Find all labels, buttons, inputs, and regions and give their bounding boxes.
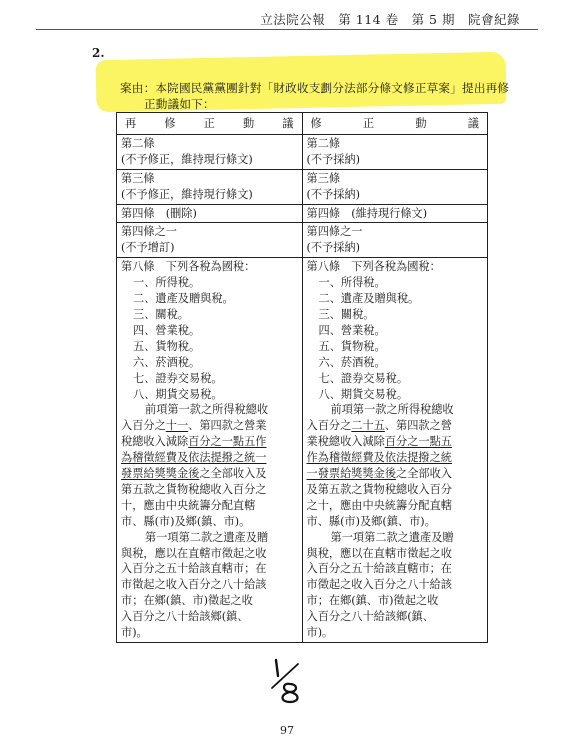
text-run: 之全部收入 (396, 467, 452, 481)
paragraph-line: 市；在鄉(鎮、市)徵起之收 (121, 594, 253, 608)
underlined-text: 一發票給獎獎金後 (306, 467, 397, 481)
header-divider (36, 29, 538, 30)
text-run: 之全部收入及 (199, 467, 267, 481)
list-item: 三、關稅。 (318, 307, 375, 321)
table-row (117, 169, 488, 204)
paragraph-line: 市徵起之收入百分之八十給該 (121, 578, 267, 592)
table-row (117, 204, 488, 223)
paragraph-line: 十，應由中央統籌分配直轄 (121, 498, 256, 512)
paragraph-line (307, 434, 485, 450)
paragraph-line (307, 418, 485, 434)
paragraph-line: 入百分之五十給該直轄市；在 (306, 562, 452, 576)
table-row (117, 223, 488, 258)
motion-statement (120, 80, 510, 112)
paragraph-line: 及第五款之貨物稅總收入百分 (306, 482, 452, 496)
list-item: 八、期貨交易稅。 (133, 387, 223, 401)
article-note: (不予修正，維持現行條文) (121, 152, 253, 166)
motion-line-2: 正動議如下： (144, 97, 215, 111)
paragraph-line: 市、縣(市)及鄉(鎮、市)。 (306, 514, 436, 528)
paragraph-line (121, 418, 299, 434)
paragraph-line: 與稅，應以在直轄市徵起之收 (306, 546, 452, 560)
underlined-text: 百分之一點五 (384, 435, 452, 449)
article-title: 第四條之一 (121, 225, 177, 239)
paragraph-line: 入百分之五十給該直轄市；在 (121, 562, 267, 576)
table-row (117, 134, 488, 169)
column-header-motion: 修正動議 (302, 113, 488, 135)
paragraph-line: 入百分之八十給該鄉(鎮、 (121, 610, 249, 624)
underlined-text: 為稽徵經費及依法提撥之統一 (121, 451, 267, 465)
article-note: (不予採納) (306, 241, 360, 255)
underlined-text: 十一 (165, 419, 189, 433)
text-run: 、第四款之營 (384, 419, 452, 433)
list-item: 四、營業稅。 (133, 323, 201, 337)
list-item: 三、關稅。 (133, 307, 189, 321)
underlined-text: 作為稽徵經費及依法提撥之統 (306, 451, 452, 465)
cell-remotion (117, 134, 303, 169)
text-run: 稅總收入減除 (121, 435, 189, 449)
article-note: (不予採納) (306, 152, 360, 166)
paragraph-line: 市徵起之收入百分之八十給該 (306, 578, 452, 592)
article-title: 第四條 (刪除) (121, 206, 197, 220)
article-title: 第八條 下列各稅為國稅： (306, 260, 441, 274)
paragraph-line: 之十，應由中央統籌分配直轄 (306, 498, 452, 512)
paragraph-line: 前項第一款之所得稅總收 (145, 403, 269, 417)
cell-motion (302, 223, 488, 258)
item-number: 2. (92, 46, 105, 60)
underlined-text: 發票給獎獎金後 (121, 467, 200, 481)
paragraph-line: 前項第一款之所得稅總收 (330, 403, 454, 417)
underlined-text: 百分之一點五作 (188, 435, 267, 449)
page-number: 97 (280, 724, 294, 737)
paragraph-line (307, 450, 485, 466)
paragraph-line (121, 466, 299, 482)
list-item: 一、所得稅。 (133, 276, 201, 290)
list-item: 二、遺產及贈與稅。 (318, 292, 420, 306)
cell-motion (302, 204, 488, 223)
cell-motion (302, 258, 488, 643)
list-item: 四、營業稅。 (318, 323, 386, 337)
paragraph-line: 市)。 (306, 626, 334, 640)
article-title: 第二條 (121, 136, 155, 150)
column-header-remotion: 再修正動議 (117, 113, 303, 135)
article-note: (不予增訂) (121, 241, 175, 255)
paragraph-line: 市、縣(市)及鄉(鎮、市)。 (121, 514, 251, 528)
list-item: 五、貨物稅。 (133, 339, 201, 353)
motion-line-1: 案由：本院國民黨黨團針對「財政收支劃分法部分條文修正草案」提出再修 (120, 81, 510, 95)
text-run: 入百分之 (121, 419, 166, 433)
cell-motion (302, 134, 488, 169)
article-title: 第八條 下列各稅為國稅： (121, 260, 256, 274)
cell-remotion (117, 169, 303, 204)
paragraph-line: 入百分之八十給該鄉(鎮、 (306, 610, 434, 624)
paragraph-line: 與稅，應以在直轄市徵起之收 (121, 546, 267, 560)
article-title: 第三條 (306, 171, 341, 185)
article-title: 第四條 (維持現行條文) (306, 206, 428, 220)
article-title: 第四條之一 (306, 225, 363, 239)
table-row-article-8 (117, 258, 488, 643)
comparison-table (116, 112, 488, 643)
table-header-row (117, 113, 488, 135)
cell-remotion (117, 258, 303, 643)
article-note: (不予採納) (306, 187, 360, 201)
handwritten-page-mark (268, 654, 308, 704)
cell-remotion (117, 223, 303, 258)
article-title: 第三條 (121, 171, 155, 185)
list-item: 一、所得稅。 (318, 276, 386, 290)
paragraph-line: 市)。 (121, 626, 148, 640)
list-item: 二、遺產及贈與稅。 (133, 292, 234, 306)
list-item: 七、證券交易稅。 (133, 371, 223, 385)
journal-header: 立法院公報 第 114 卷 第 5 期 院會紀錄 (260, 12, 520, 27)
underlined-text: 二十五 (351, 419, 385, 433)
text-run: 入百分之 (306, 419, 352, 433)
list-item: 六、菸酒稅。 (318, 355, 386, 369)
paragraph-line: 第一項第二款之遺產及贈 (145, 530, 269, 544)
paragraph-line: 第五款之貨物稅總收入百分之 (121, 482, 267, 496)
article-note: (不予修正，維持現行條文) (121, 187, 253, 201)
cell-remotion (117, 204, 303, 223)
list-item: 八、期貨交易稅。 (318, 387, 409, 401)
text-run: 、第四款之營業 (188, 419, 267, 433)
cell-motion (302, 169, 488, 204)
paragraph-line: 第一項第二款之遺產及贈 (330, 530, 454, 544)
list-item: 六、菸酒稅。 (133, 355, 201, 369)
paragraph-line (121, 450, 299, 466)
list-item: 五、貨物稅。 (318, 339, 386, 353)
text-run: 業稅總收入減除 (306, 435, 385, 449)
list-item: 七、證券交易稅。 (318, 371, 409, 385)
paragraph-line: 市；在鄉(鎮、市)徵起之收 (306, 594, 439, 608)
article-title: 第二條 (306, 136, 341, 150)
paragraph-line (307, 466, 485, 482)
paragraph-line (121, 434, 299, 450)
